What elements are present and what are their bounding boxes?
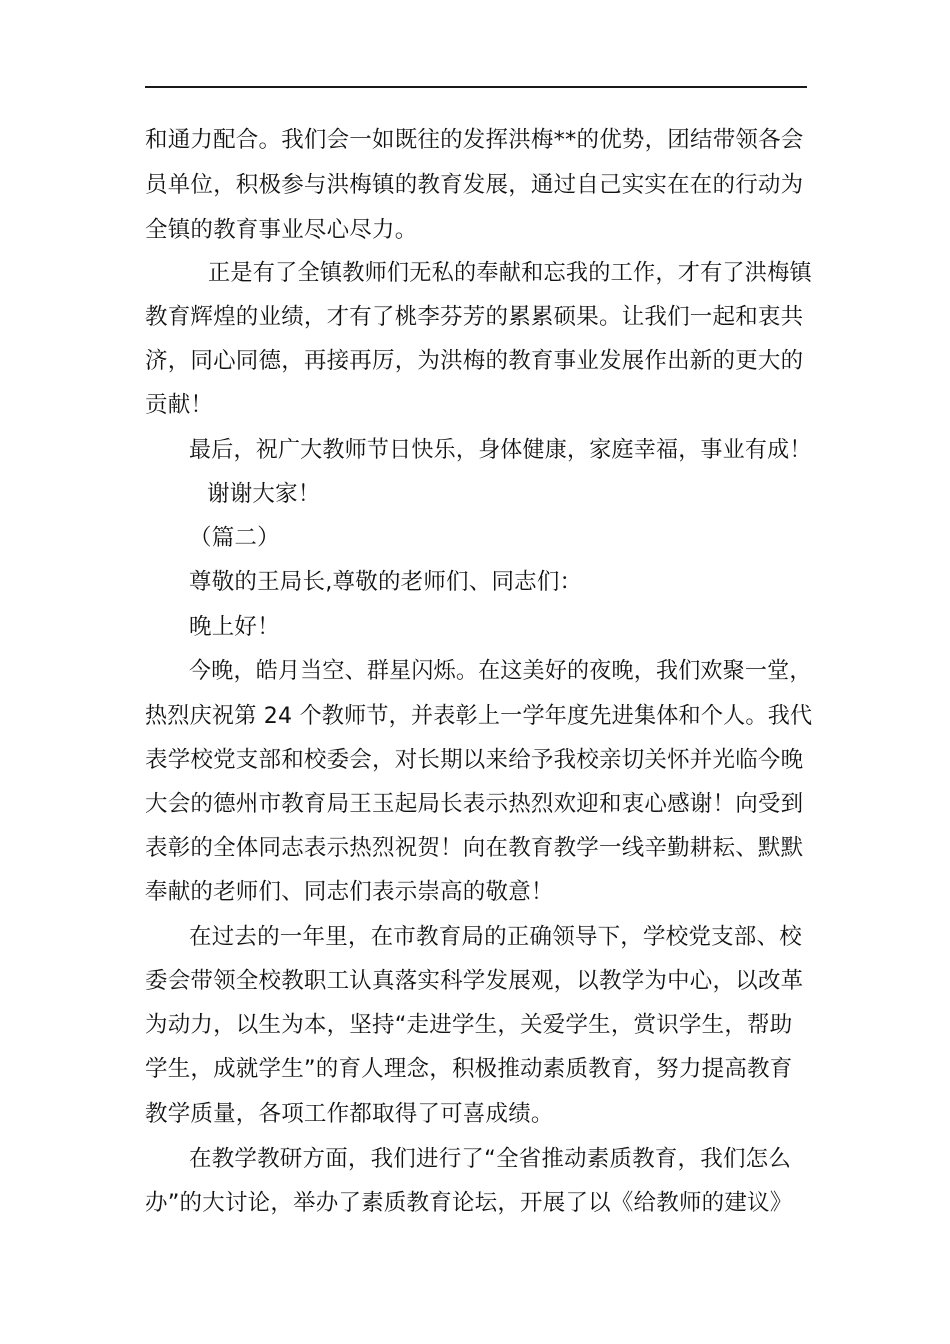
- text-line: 热烈庆祝第 24 个教师节，并表彰上一学年度先进集体和个人。我代: [145, 703, 813, 729]
- text-line: 谢谢大家！: [207, 481, 321, 507]
- text-line: 员单位，积极参与洪梅镇的教育发展，通过自己实实在在的行动为: [145, 172, 804, 198]
- text-line: 为动力，以生为本，坚持“走进学生，关爱学生，赏识学生，帮助: [145, 1012, 793, 1038]
- salutation: 尊敬的王局长,尊敬的老师们、同志们：: [189, 569, 583, 595]
- text-line: 奉献的老师们、同志们表示崇高的敬意！: [145, 879, 554, 905]
- text-line: 在教学教研方面，我们进行了“全省推动素质教育，我们怎么: [189, 1146, 792, 1172]
- text-line: 表学校党支部和校委会，对长期以来给予我校亲切关怀并光临今晚: [145, 747, 804, 773]
- text-line: 在过去的一年里，在市教育局的正确领导下，学校党支部、校: [189, 924, 802, 950]
- text-line: 学生，成就学生”的育人理念，积极推动素质教育，努力提高教育: [145, 1056, 793, 1082]
- text-line: 教学质量，各项工作都取得了可喜成绩。: [145, 1101, 554, 1127]
- text-line: 今晚，皓月当空、群星闪烁。在这美好的夜晚，我们欢聚一堂，: [189, 658, 812, 684]
- text-line: 济，同心同德，再接再厉，为洪梅的教育事业发展作出新的更大的: [145, 348, 804, 374]
- greeting: 晚上好！: [189, 614, 280, 640]
- header-rule: [145, 86, 807, 88]
- text-line: 全镇的教育事业尽心尽力。: [145, 217, 418, 243]
- text-line: 和通力配合。我们会一如既往的发挥洪梅**的优势，团结带领各会: [145, 127, 804, 153]
- text-line: 办”的大讨论，举办了素质教育论坛，开展了以《给教师的建议》: [145, 1190, 793, 1216]
- text-line: 贡献！: [145, 392, 214, 418]
- text-line: 最后，祝广大教师节日快乐，身体健康，家庭幸福，事业有成！: [189, 437, 812, 463]
- text-line: 教育辉煌的业绩，才有了桃李芬芳的累累硕果。让我们一起和衷共: [145, 304, 804, 330]
- text-line: 表彰的全体同志表示热烈祝贺！向在教育教学一线辛勤耕耘、默默: [145, 835, 804, 861]
- text-line: 委会带领全校教职工认真落实科学发展观，以教学为中心，以改革: [145, 968, 804, 994]
- text-line: 正是有了全镇教师们无私的奉献和忘我的工作，才有了洪梅镇: [208, 260, 812, 286]
- section-heading: （篇二）: [189, 525, 280, 551]
- text-line: 大会的德州市教育局王玉起局长表示热烈欢迎和衷心感谢！向受到: [145, 791, 804, 817]
